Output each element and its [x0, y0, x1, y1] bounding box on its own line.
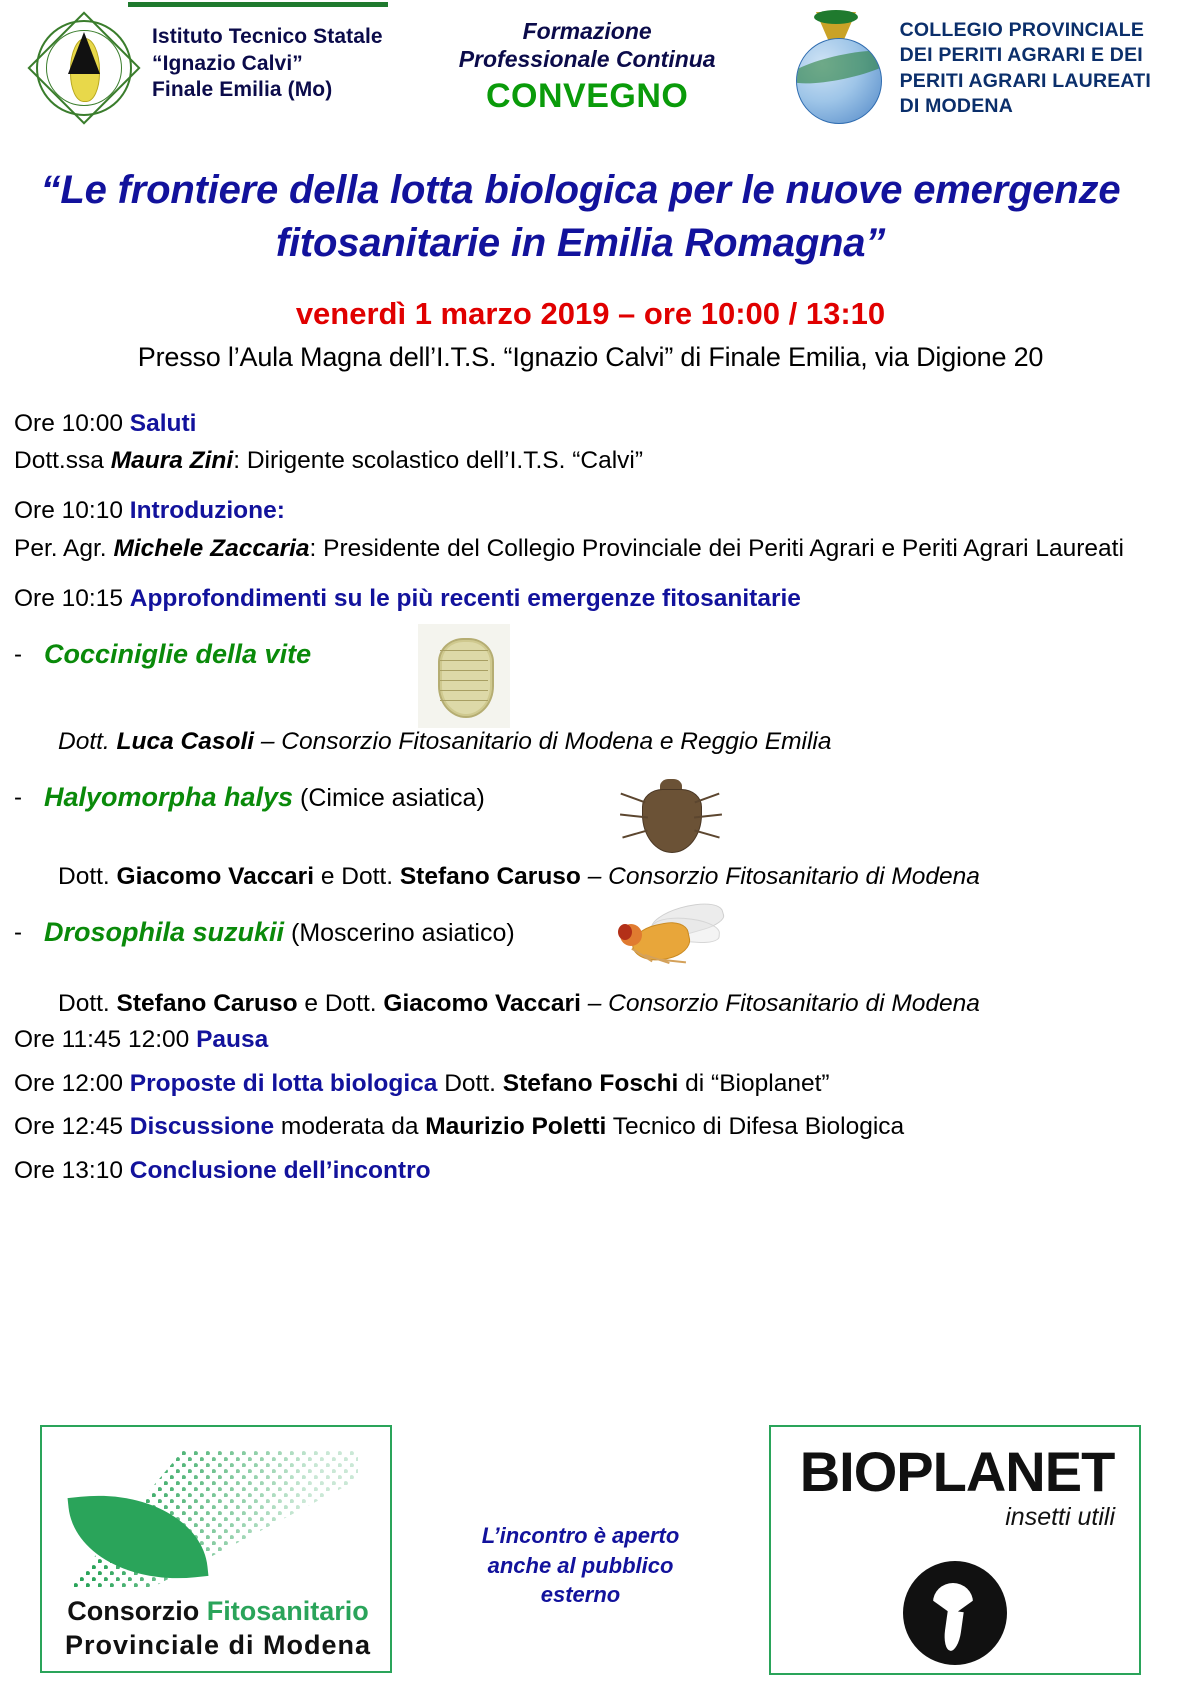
topic-speaker-cocciniglie	[58, 725, 1167, 759]
halyomorpha-speaker-name-1: Giacomo Vaccari	[116, 862, 315, 890]
saluti-speaker-name: Maura Zini	[110, 447, 234, 475]
topic-title-halyomorpha: Halyomorpha halys	[44, 781, 294, 812]
introduzione-speaker-pre: Per. Agr.	[14, 534, 114, 562]
school-line-3: Finale Emilia (Mo)	[152, 78, 333, 102]
discussione-label: Discussione	[129, 1113, 275, 1141]
event-venue: Presso l’Aula Magna dell’I.T.S. “Ignazio Calvi” di Finale Emilia, via Digione 20	[137, 341, 1044, 372]
proposte-rest-post: di “Bioplanet”	[678, 1069, 830, 1097]
consorzio-line-1	[58, 1596, 378, 1627]
topic-halyomorpha	[14, 779, 1167, 894]
saluti-time: Ore 10:00	[14, 409, 130, 437]
fruitfly-photo-icon	[604, 902, 732, 980]
consorzio-logo	[40, 1425, 392, 1673]
program-list	[14, 407, 1167, 1188]
topic-title-drosophila: Drosophila suzukii	[44, 916, 285, 947]
program-item-pausa	[14, 1023, 1167, 1057]
bioplanet-wordmark: BIOPLANET	[799, 1440, 1115, 1503]
introduzione-speaker	[14, 532, 1167, 566]
school-line-2: “Ignazio Calvi”	[152, 51, 303, 75]
collegio-line-3: PERITI AGRARI LAUREATI	[899, 69, 1151, 92]
saluti-speaker-post: : Dirigente scolastico dell’I.T.S. “Calvi”	[233, 447, 644, 475]
introduzione-speaker-name: Michele Zaccaria	[113, 534, 310, 562]
bioplanet-seedling-icon	[903, 1561, 1007, 1665]
poster-footer	[0, 1425, 1181, 1685]
poster-header	[0, 0, 1181, 150]
program-item-saluti	[14, 407, 1167, 441]
discussione-rest-pre: moderata da	[274, 1113, 426, 1141]
saluti-speaker-pre: Dott.ssa	[14, 447, 111, 475]
introduzione-label: Introduzione:	[129, 497, 285, 525]
consorzio-line-2: Provinciale di Modena	[64, 1630, 372, 1660]
cocciniglie-speaker-pre: Dott.	[58, 727, 117, 755]
topic-paren-drosophila: (Moscerino asiatico)	[284, 918, 515, 947]
halyomorpha-speaker-name-2: Stefano Caruso	[399, 862, 581, 890]
halyomorpha-speaker-post: – Consorzio Fitosanitario di Modena	[580, 862, 980, 890]
collegio-line-2: DEI PERITI AGRARI E DEI	[899, 44, 1143, 67]
drosophila-speaker-name-2: Giacomo Vaccari	[383, 989, 581, 1017]
program-item-introduzione	[14, 494, 1167, 528]
globe-emblem-icon	[792, 12, 888, 120]
topic-speaker-halyomorpha	[58, 860, 1167, 894]
convegno-label: CONVEGNO	[485, 77, 689, 116]
saluti-label: Saluti	[129, 409, 197, 437]
program-item-proposte	[14, 1067, 1167, 1101]
topic-dash: -	[14, 783, 22, 811]
school-name	[152, 24, 383, 105]
topic-speaker-drosophila	[58, 987, 1167, 1021]
halyomorpha-speaker-mid: e Dott.	[314, 862, 400, 890]
drosophila-speaker-mid: e Dott.	[297, 989, 384, 1017]
topic-title-cocciniglie: Cocciniglie della vite	[44, 638, 312, 669]
topic-cocciniglie	[14, 636, 1167, 759]
pausa-time: Ore 11:45 12:00	[14, 1025, 197, 1053]
topic-drosophila	[14, 914, 1167, 1021]
formazione-line-1: Formazione	[522, 18, 652, 44]
page-title: “Le frontiere della lotta biologica per le nuove emergenze fitosanitarie in Emilia Romagna”	[40, 168, 1121, 265]
proposte-time: Ore 12:00	[14, 1069, 130, 1097]
approfondimenti-label: Approfondimenti su le più recenti emergenze fitosanitarie	[129, 584, 801, 612]
discussione-moderator-name: Maurizio Poletti	[425, 1113, 607, 1141]
pausa-label: Pausa	[196, 1025, 269, 1053]
collegio-line-4: DI MODENA	[899, 95, 1013, 118]
topic-dash: -	[14, 918, 22, 946]
header-rule	[128, 2, 388, 7]
school-emblem-icon	[30, 8, 142, 120]
introduzione-time: Ore 10:10	[14, 497, 130, 525]
collegio-line-1: COLLEGIO PROVINCIALE	[899, 19, 1145, 41]
cocciniglie-speaker-post: – Consorzio Fitosanitario di Modena e Reggio Emilia	[254, 727, 832, 755]
collegio-name	[900, 12, 1151, 119]
formazione-line-2: Professionale Continua	[458, 45, 716, 72]
program-item-approfondimenti	[14, 582, 1167, 616]
proposte-label: Proposte di lotta biologica	[129, 1069, 438, 1097]
discussione-time: Ore 12:45	[14, 1113, 130, 1141]
introduzione-speaker-post: : Presidente del Collegio Provinciale dei Periti Agrari e Periti Agrari Laureati	[309, 534, 1124, 562]
cocciniglie-speaker-name: Luca Casoli	[116, 727, 255, 755]
school-logo-block	[30, 8, 383, 120]
discussione-rest-post: Tecnico di Difesa Biologica	[606, 1113, 905, 1141]
conclusione-label: Conclusione dell’incontro	[129, 1157, 431, 1185]
topic-paren-halyomorpha: (Cimice asiatica)	[293, 783, 485, 812]
school-line-1: Istituto Tecnico Statale	[152, 24, 383, 48]
event-type-block	[442, 8, 732, 116]
stinkbug-photo-icon	[616, 767, 726, 871]
drosophila-speaker-name-1: Stefano Caruso	[116, 989, 298, 1017]
consorzio-word-consorzio: Consorzio	[67, 1596, 207, 1626]
topic-dash: -	[14, 640, 22, 668]
program-item-discussione	[14, 1110, 1167, 1144]
collegio-logo-block	[792, 8, 1151, 120]
drosophila-speaker-post: – Consorzio Fitosanitario di Modena	[580, 989, 980, 1017]
bioplanet-tagline: insetti utili	[1005, 1503, 1115, 1531]
program-item-conclusione	[14, 1154, 1167, 1188]
saluti-speaker	[14, 444, 1167, 478]
consorzio-word-fitosanitario: Fitosanitario	[206, 1596, 369, 1626]
approfondimenti-time: Ore 10:15	[14, 584, 130, 612]
bioplanet-logo	[769, 1425, 1141, 1675]
halyomorpha-speaker-pre: Dott.	[58, 862, 117, 890]
drosophila-speaker-pre: Dott.	[58, 989, 117, 1017]
mealybug-photo-icon	[418, 624, 510, 728]
proposte-rest-pre: Dott.	[437, 1069, 503, 1097]
conclusione-time: Ore 13:10	[14, 1157, 130, 1185]
event-date: venerdì 1 marzo 2019 – ore 10:00 / 13:10	[295, 295, 886, 331]
public-open-note: L’incontro è aperto anche al pubblico esterno	[481, 1523, 680, 1608]
proposte-speaker-name: Stefano Foschi	[502, 1069, 679, 1097]
